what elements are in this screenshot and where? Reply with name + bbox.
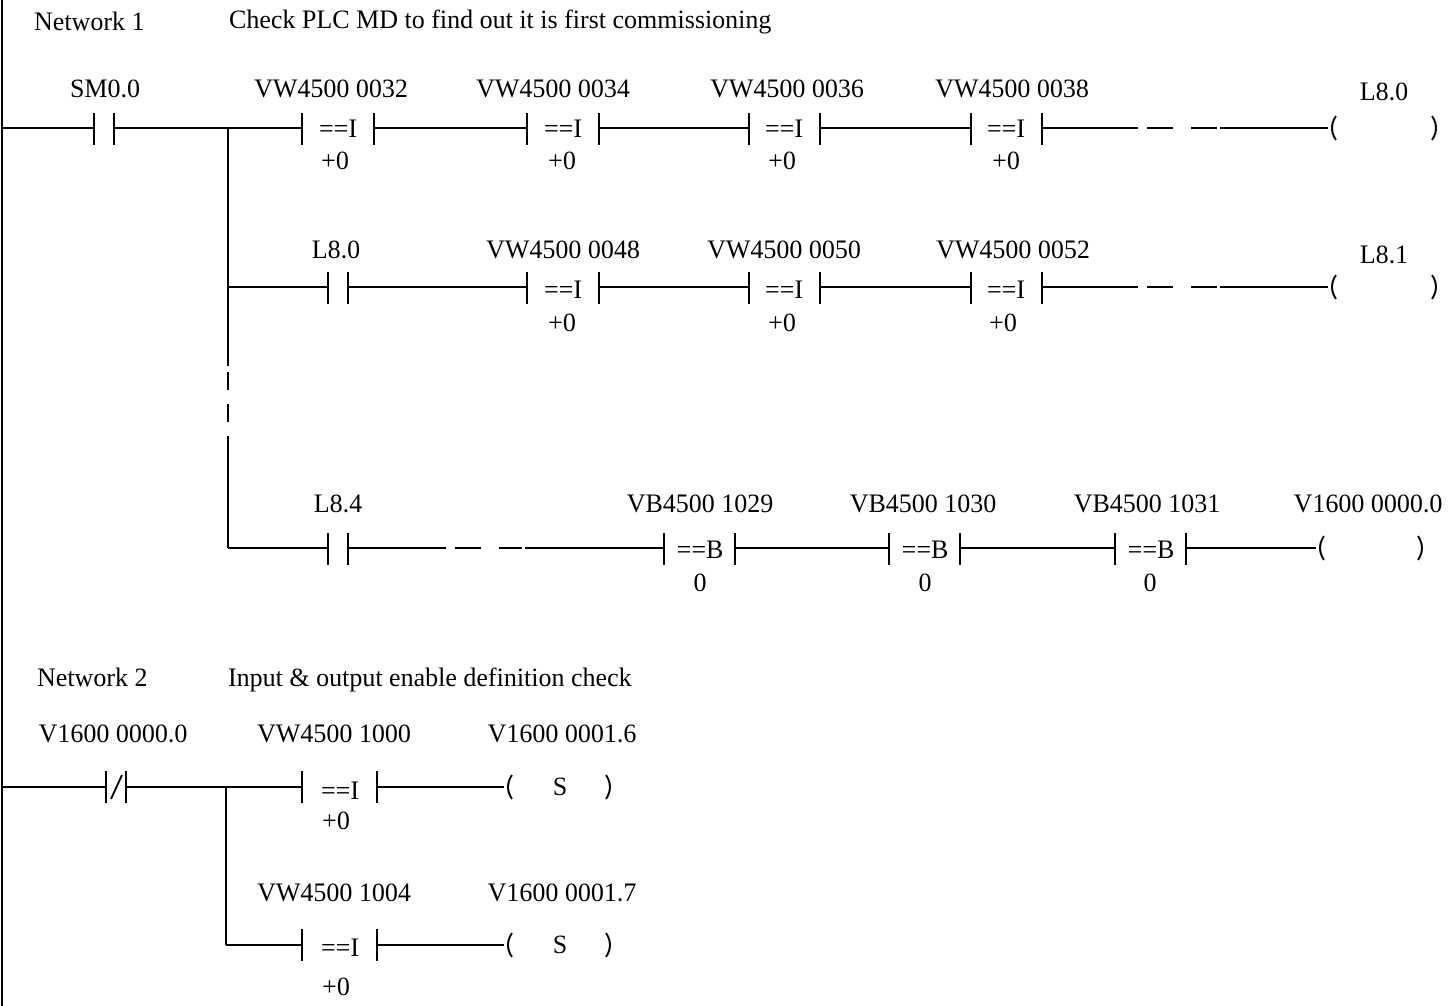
negation-slash (111, 775, 122, 799)
output-coil (1332, 77, 1436, 140)
network-1 (2, 5, 1442, 597)
coil-address: V1600 0001.6 (487, 719, 637, 748)
compare-block (627, 489, 774, 597)
compare-value: 0 (693, 568, 707, 597)
compare-operator: ==I (987, 114, 1025, 143)
contact-l8-0 (312, 235, 360, 304)
contact-nc-v1600-0000-0 (2, 719, 226, 803)
compare-operator: ==I (544, 114, 582, 143)
coil-address: L8.1 (1359, 240, 1409, 269)
compare-block (476, 74, 630, 175)
compare-operator: ==I (765, 275, 803, 304)
compare-operator: ==B (676, 535, 724, 564)
contact-address: L8.4 (313, 489, 363, 518)
compare-value: +0 (989, 308, 1017, 337)
compare-value: +0 (548, 146, 576, 175)
compare-value: 0 (1143, 568, 1157, 597)
compare-operator: ==I (319, 114, 357, 143)
compare-block (710, 74, 864, 175)
compare-value: +0 (768, 308, 796, 337)
compare-address: VW4500 0036 (710, 74, 864, 103)
set-coil (488, 719, 637, 801)
network-2-comment: Input & output enable definition check (228, 663, 632, 692)
network-1-label: Network 1 (34, 7, 145, 36)
compare-block (850, 489, 997, 597)
compare-address: VB4500 1029 (626, 489, 774, 518)
rung-2-row-1 (226, 719, 636, 835)
coil-address: V1600 0000.0 (1293, 489, 1443, 518)
coil-type: S (552, 772, 568, 801)
compare-operator: ==B (1127, 535, 1175, 564)
rung-1-row-3 (228, 489, 1442, 597)
compare-address: VW4500 0050 (707, 235, 861, 264)
rung-2-row-2 (226, 878, 636, 1001)
compare-value: +0 (322, 972, 350, 1001)
rung-1-row-1 (228, 74, 1436, 175)
compare-block (257, 878, 411, 1001)
compare-address: VW4500 0048 (486, 235, 640, 264)
compare-value: +0 (321, 146, 349, 175)
compare-address: VB4500 1030 (849, 489, 997, 518)
network-2-label: Network 2 (37, 663, 148, 692)
set-coil (488, 878, 637, 959)
compare-address: VW4500 0038 (935, 74, 1089, 103)
compare-address: VW4500 0034 (476, 74, 630, 103)
compare-operator: ==I (321, 776, 359, 805)
coil-address: L8.0 (1359, 77, 1409, 106)
output-coil (1294, 489, 1443, 560)
rung-1-row-2 (228, 235, 1436, 337)
compare-block (1074, 489, 1221, 597)
output-coil (1332, 240, 1436, 299)
compare-value: +0 (548, 308, 576, 337)
network-2 (2, 663, 636, 1001)
compare-operator: ==I (765, 114, 803, 143)
compare-address: VW4500 0032 (254, 74, 408, 103)
compare-block (935, 74, 1089, 175)
compare-value: +0 (992, 146, 1020, 175)
compare-value: +0 (322, 806, 350, 835)
compare-operator: ==B (901, 535, 949, 564)
contact-address: V1600 0000.0 (38, 719, 188, 748)
compare-block (254, 74, 408, 175)
compare-operator: ==I (321, 933, 359, 962)
compare-address: VW4500 1000 (257, 719, 411, 748)
compare-operator: ==I (987, 275, 1025, 304)
coil-address: V1600 0001.7 (487, 878, 637, 907)
contact-address: SM0.0 (69, 74, 141, 103)
coil-type: S (552, 930, 568, 959)
compare-block (257, 719, 411, 835)
compare-operator: ==I (544, 275, 582, 304)
compare-address: VW4500 1004 (257, 878, 411, 907)
compare-address: VW4500 0052 (936, 235, 1090, 264)
contact-sm0-0 (2, 74, 228, 145)
compare-address: VB4500 1031 (1073, 489, 1221, 518)
network-1-comment: Check PLC MD to find out it is first commissioning (229, 5, 772, 34)
contact-l8-4 (314, 489, 362, 565)
compare-value: +0 (768, 146, 796, 175)
contact-address: L8.0 (311, 235, 361, 264)
compare-value: 0 (918, 568, 932, 597)
